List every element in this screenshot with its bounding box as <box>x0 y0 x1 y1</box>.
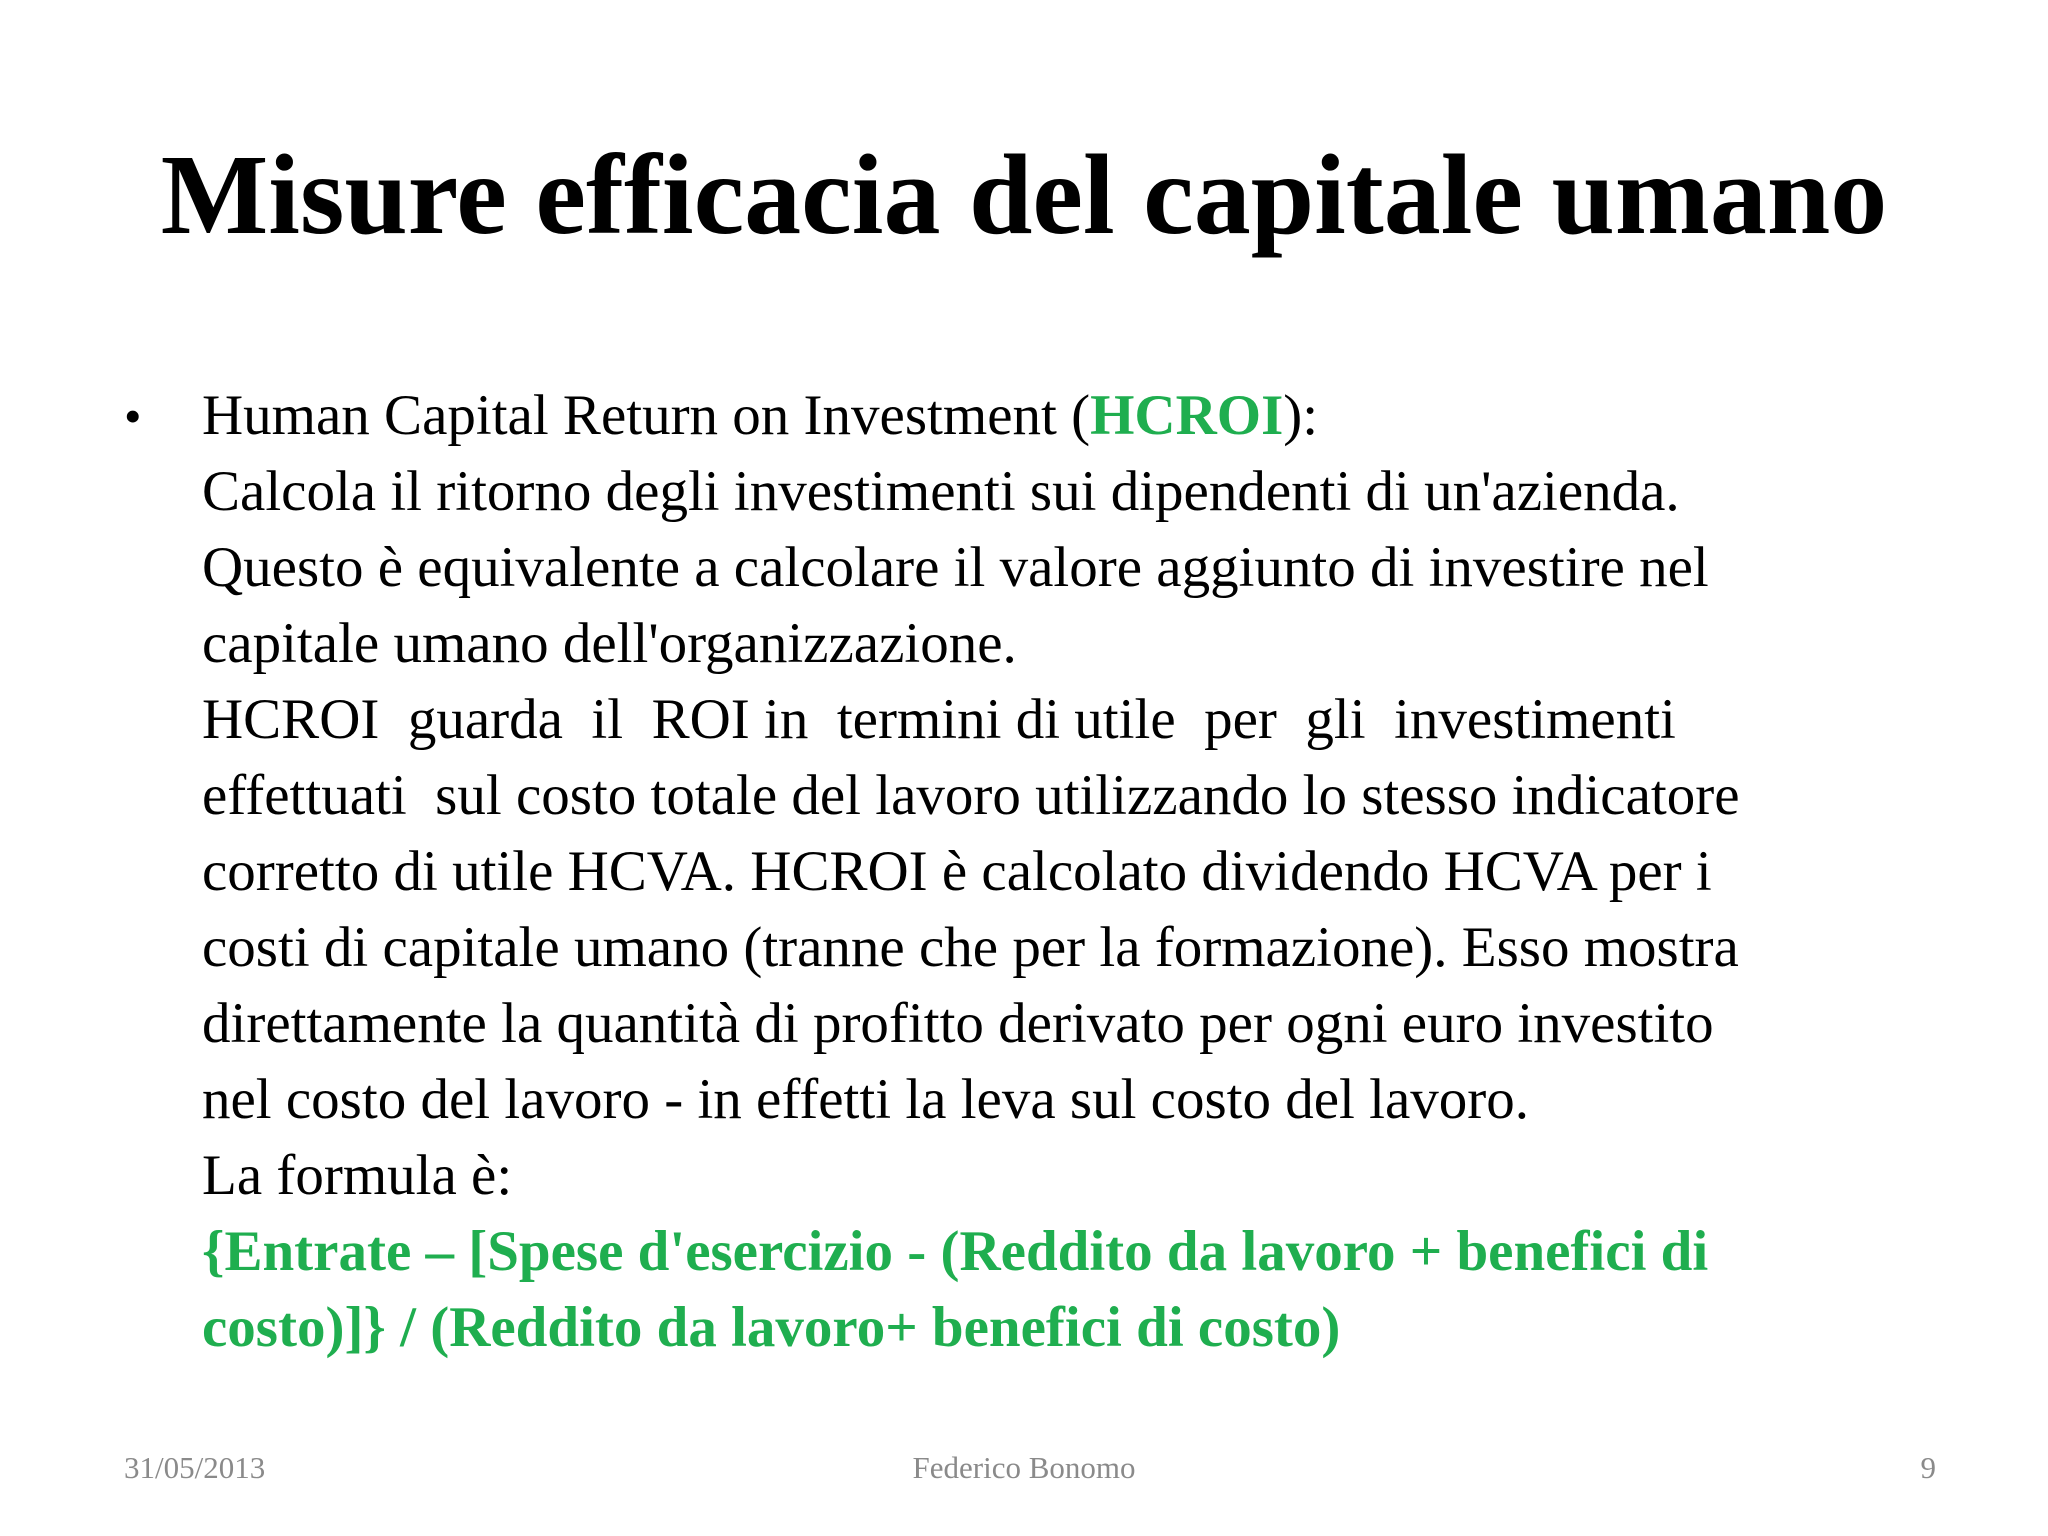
hcroi-highlight: HCROI <box>1090 384 1284 447</box>
body-line: capitale umano dell'organizzazione. <box>202 612 1017 675</box>
bullet-marker: • <box>124 388 142 444</box>
body-line: Questo è equivalente a calcolare il valore aggiunto di investire nel <box>202 536 1709 599</box>
body-line: direttamente la quantità di profitto derivato per ogni euro investito <box>202 992 1714 1055</box>
body-line: HCROI guarda il ROI in termini di utile per gli investimenti <box>202 688 1676 751</box>
footer-date: 31/05/2013 <box>124 1450 266 1485</box>
footer-page-number: 9 <box>1920 1450 1936 1485</box>
heading-suffix: ): <box>1283 384 1319 447</box>
body-line: La formula è: <box>202 1144 513 1207</box>
formula-line: costo)]} / (Reddito da lavoro+ benefici di costo) <box>202 1296 1341 1359</box>
bullet-text <box>202 378 1992 1366</box>
slide-title: Misure efficacia del capitale umano <box>160 131 1888 258</box>
footer-author: Federico Bonomo <box>912 1450 1136 1485</box>
heading-prefix: Human Capital Return on Investment ( <box>202 384 1091 447</box>
bullet-heading-line <box>202 378 1992 454</box>
formula-line: {Entrate – [Spese d'esercizio - (Reddito da lavoro + benefici di <box>202 1220 1709 1283</box>
body-line: Calcola il ritorno degli investimenti sui dipendenti di un'azienda. <box>202 460 1680 523</box>
body-line: corretto di utile HCVA. HCROI è calcolato dividendo HCVA per i <box>202 840 1712 903</box>
body-line: costi di capitale umano (tranne che per la formazione). Esso mostra <box>202 916 1739 979</box>
body-line: effettuati sul costo totale del lavoro utilizzando lo stesso indicatore <box>202 764 1740 827</box>
body-line: nel costo del lavoro - in effetti la leva sul costo del lavoro. <box>202 1068 1529 1131</box>
